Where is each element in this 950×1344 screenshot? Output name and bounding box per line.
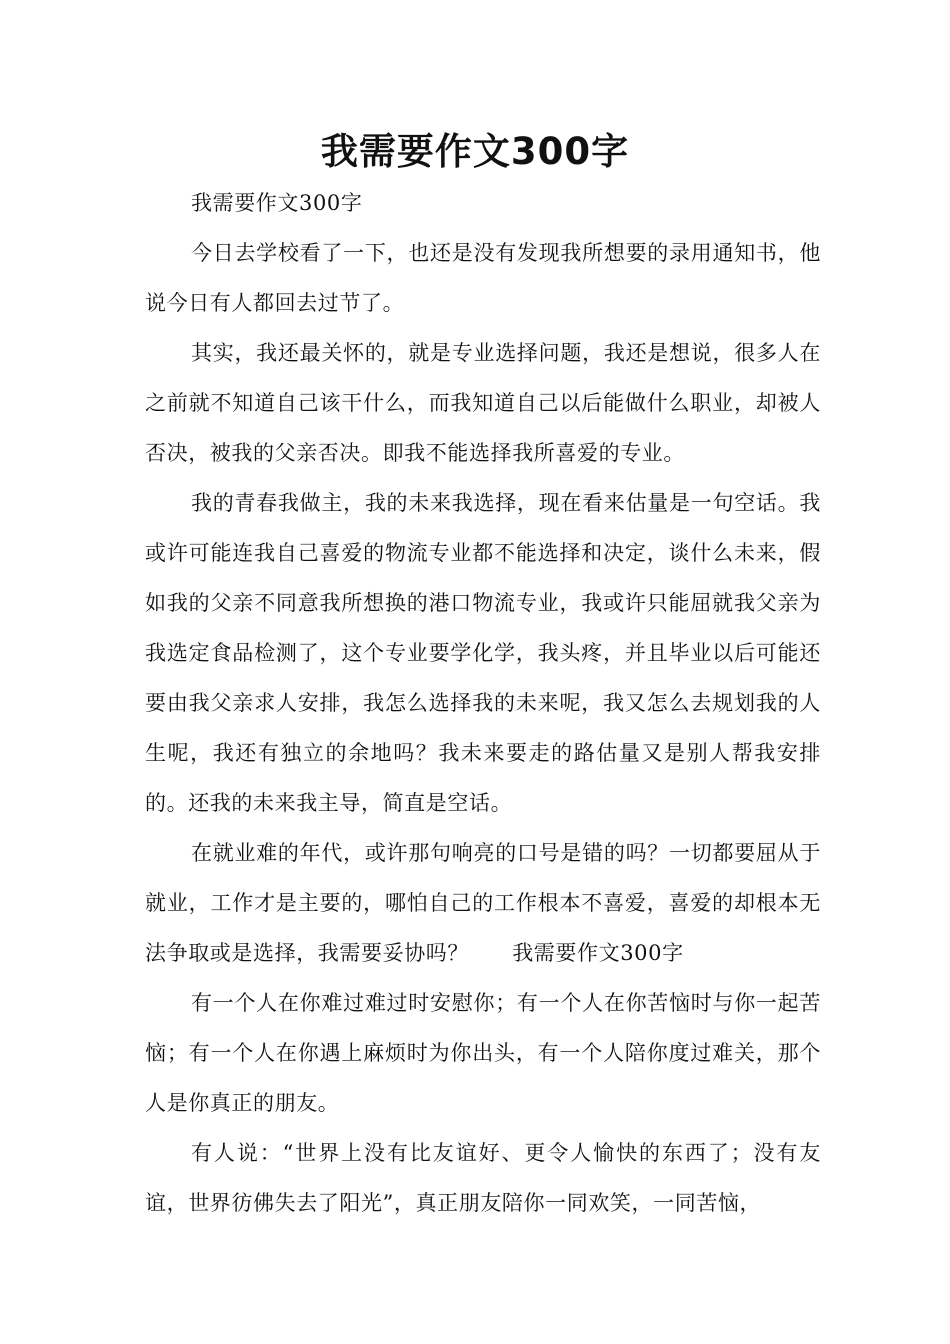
paragraph: 有人说：“世界上没有比友谊好、更令人愉快的东西了；没有友谊，世界彷佛失去了阳光”，真正朋友陪你一同欢笑，一同苦恼， (145, 1141, 821, 1215)
paragraph: 我的青春我做主，我的未来我选择，现在看来估量是一句空话。我或许可能连我自己喜爱的物流专业都不能选择和决定，谈什么未来，假如我的父亲不同意我所想换的港口物流专业，我或许只能屈就我父亲为我选定食品检测了，这个专业要学化学，我头疼，并且毕业以后可能还要由我父亲求人安排，我怎么选择我的未来呢，我又怎么去规划我的人生呢，我还有独立的余地吗？我未来要走的路估量又是别人帮我安排的。还我的未来我主导，简直是空话。 (145, 491, 821, 815)
document-body (145, 178, 821, 1228)
paragraph: 有一个人在你难过难过时安慰你；有一个人在你苦恼时与你一起苦恼；有一个人在你遇上麻烦时为你出头，有一个人陪你度过难关，那个人是你真正的朋友。 (145, 991, 821, 1115)
paragraph: 其实，我还最关怀的，就是专业选择问题，我还是想说，很多人在之前就不知道自己该干什么，而我知道自己以后能做什么职业，却被人否决，被我的父亲否决。即我不能选择我所喜爱的专业。 (145, 341, 821, 465)
paragraph: 在就业难的年代，或许那句响亮的口号是错的吗？一切都要屈从于就业，工作才是主要的，哪怕自己的工作根本不喜爱，喜爱的却根本无法争取或是选择，我需要妥协吗？ 我需要作文300字 (145, 841, 821, 965)
document-title: 我需要作文300字 (320, 130, 630, 173)
paragraph: 我需要作文300字 (191, 191, 363, 215)
paragraph: 今日去学校看了一下，也还是没有发现我所想要的录用通知书，他说今日有人都回去过节了。 (145, 241, 821, 315)
